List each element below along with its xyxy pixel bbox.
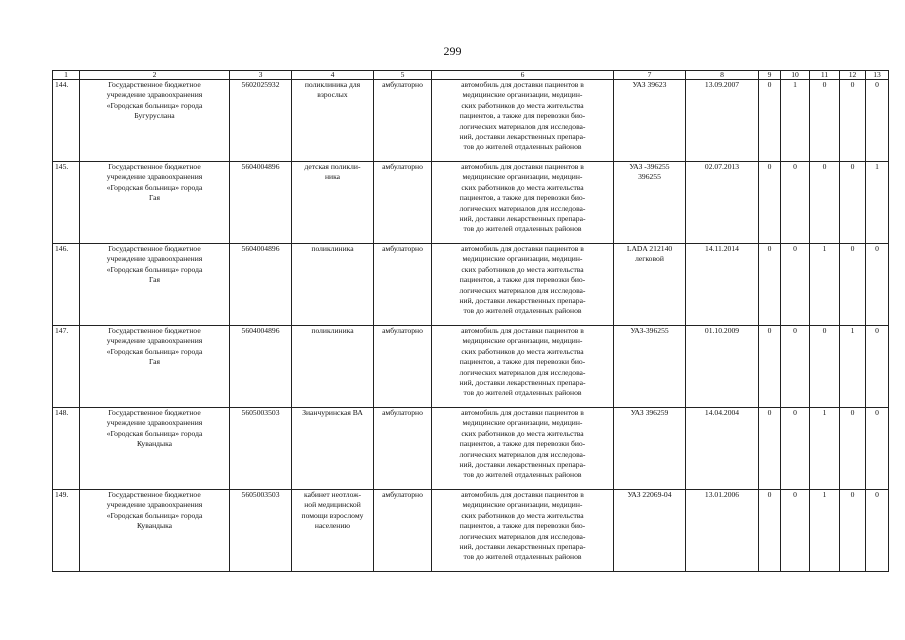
vehicle-purpose-line: ний, доставки лекарственных препара- [459,378,586,388]
count-col-11: 1 [810,244,840,326]
vehicle-purpose-line: автомобиль для доставки пациентов в [461,490,584,499]
organization-name [80,408,230,490]
row-number: 149. [53,490,80,572]
count-col-13: 0 [866,244,889,326]
column-number: 2 [80,71,230,80]
vehicle-purpose-line: ний, доставки лекарственных препара- [459,542,586,552]
count-col-10: 0 [781,244,810,326]
vehicle-purpose-line: медицинские организации, медицин- [462,418,583,428]
column-number-row [53,71,889,80]
unit-name [292,408,374,490]
organization-name-line: «Городская больница» города [106,510,203,520]
unit-name-line: ной медицинской [304,500,361,510]
vehicle-purpose-line: тов до жителей отдаленных районов [463,306,582,316]
organization-name-line: «Городская больница» города [106,100,203,110]
unit-name-line: поликлиника для [304,80,361,89]
count-col-13: 0 [866,408,889,490]
organization-name-line: Бугуруслана [134,111,175,121]
row-number: 147. [53,326,80,408]
count-col-13: 0 [866,490,889,572]
table-row [53,244,889,326]
organization-name-line: Кувандыка [136,521,173,531]
organization-name-line: учреждение здравоохранения [106,500,203,510]
vehicle-model [614,244,686,326]
organization-name-line: Гая [148,275,161,285]
column-number: 3 [230,71,292,80]
row-number: 145. [53,162,80,244]
count-col-9: 0 [759,490,781,572]
count-col-12: 0 [840,490,866,572]
register-table [52,70,889,572]
vehicle-model-line: легковой [635,254,664,264]
vehicle-purpose-line: автомобиль для доставки пациентов в [461,326,584,335]
unit-name-line: взрослых [317,90,348,100]
table-row [53,80,889,162]
registration-date: 01.10.2009 [686,326,759,408]
count-col-11: 0 [810,80,840,162]
unit-name-line: Зианчуринская ВА [302,408,363,417]
vehicle-model-line: УАЗ 396259 [630,408,669,417]
vehicle-model-line: УАЗ 22069-04 [627,490,672,499]
vehicle-purpose-line: медицинские организации, медицин- [462,90,583,100]
organization-name-line: учреждение здравоохранения [106,90,203,100]
registration-date: 14.04.2004 [686,408,759,490]
vehicle-purpose-line: автомобиль для доставки пациентов в [461,162,584,171]
vehicle-purpose-line: логических материалов для исследова- [459,449,586,459]
table-row [53,326,889,408]
vehicle-model [614,80,686,162]
count-col-13: 0 [866,80,889,162]
column-number: 13 [866,71,889,80]
count-col-12: 0 [840,244,866,326]
vehicle-purpose-line: автомобиль для доставки пациентов в [461,80,584,89]
count-col-9: 0 [759,162,781,244]
vehicle-purpose-line: пациентов, а также для перевозки био- [459,521,586,531]
count-col-9: 0 [759,244,781,326]
vehicle-model [614,408,686,490]
count-col-12: 0 [840,408,866,490]
column-number: 6 [432,71,614,80]
organization-name-line: учреждение здравоохранения [106,418,203,428]
vehicle-purpose-line: логических материалов для исследова- [459,121,586,131]
vehicle-purpose-line: медицинские организации, медицин- [462,500,583,510]
vehicle-purpose-line: тов до жителей отдаленных районов [463,142,582,152]
table-row [53,408,889,490]
vehicle-purpose-line: логических материалов для исследова- [459,203,586,213]
unit-name [292,162,374,244]
vehicle-purpose-line: медицинские организации, медицин- [462,254,583,264]
unit-name-line: поликлиника [311,326,354,335]
vehicle-purpose-line: тов до жителей отдаленных районов [463,388,582,398]
vehicle-purpose-line: ний, доставки лекарственных препара- [459,214,586,224]
registration-date: 13.01.2006 [686,490,759,572]
organization-name [80,490,230,572]
organization-name-line: Государственное бюджетное [108,244,201,253]
vehicle-model-line: УАЗ 39623 [632,80,667,89]
registration-date: 14.11.2014 [686,244,759,326]
column-number: 7 [614,71,686,80]
vehicle-model-line: УАЗ-396255 [630,326,669,335]
vehicle-purpose-line: ских работников до места жительства [461,510,584,520]
unit-name [292,326,374,408]
unit-name [292,490,374,572]
vehicle-purpose-line: ний, доставки лекарственных препара- [459,296,586,306]
vehicle-purpose-line: логических материалов для исследова- [459,531,586,541]
vehicle-purpose-line: тов до жителей отдаленных районов [463,552,582,562]
column-number: 12 [840,71,866,80]
organization-name-line: Государственное бюджетное [108,326,201,335]
organization-name-line: учреждение здравоохранения [106,172,203,182]
count-col-9: 0 [759,80,781,162]
count-col-12: 1 [840,326,866,408]
vehicle-purpose [432,326,614,408]
vehicle-purpose [432,80,614,162]
vehicle-purpose-line: ний, доставки лекарственных препара- [459,460,586,470]
count-col-12: 0 [840,80,866,162]
vehicle-model-line: УАЗ -396255 [629,162,670,171]
vehicle-purpose-line: тов до жителей отдаленных районов [463,470,582,480]
count-col-12: 0 [840,162,866,244]
count-col-9: 0 [759,326,781,408]
organization-name-line: «Городская больница» города [106,428,203,438]
vehicle-purpose-line: ских работников до места жительства [461,264,584,274]
inn-code: 5605003503 [230,408,292,490]
row-number: 144. [53,80,80,162]
care-type: амбулаторно [374,408,432,490]
vehicle-purpose [432,244,614,326]
organization-name-line: учреждение здравоохранения [106,336,203,346]
unit-name [292,80,374,162]
inn-code: 5604004896 [230,244,292,326]
vehicle-purpose-line: ний, доставки лекарственных препара- [459,132,586,142]
vehicle-purpose-line: автомобиль для доставки пациентов в [461,408,584,417]
organization-name-line: Государственное бюджетное [108,162,201,171]
vehicle-purpose-line: пациентов, а также для перевозки био- [459,357,586,367]
vehicle-purpose-line: пациентов, а также для перевозки био- [459,275,586,285]
vehicle-purpose-line: ских работников до места жительства [461,100,584,110]
column-number: 8 [686,71,759,80]
vehicle-purpose-line: тов до жителей отдаленных районов [463,224,582,234]
count-col-11: 0 [810,326,840,408]
care-type: амбулаторно [374,326,432,408]
vehicle-purpose-line: автомобиль для доставки пациентов в [461,244,584,253]
organization-name-line: учреждение здравоохранения [106,254,203,264]
vehicle-model [614,490,686,572]
vehicle-purpose-line: ских работников до места жительства [461,182,584,192]
unit-name-line: кабинет неотлож- [304,490,361,499]
organization-name-line: Государственное бюджетное [108,408,201,417]
unit-name-line: помощи взрослому [301,510,364,520]
organization-name [80,244,230,326]
vehicle-purpose [432,162,614,244]
row-number: 146. [53,244,80,326]
vehicle-purpose-line: ских работников до места жительства [461,346,584,356]
table-row [53,490,889,572]
vehicle-model-line: LADA 212140 [626,244,673,253]
organization-name-line: Государственное бюджетное [108,80,201,89]
count-col-11: 1 [810,490,840,572]
organization-name-line: Гая [148,193,161,203]
care-type: амбулаторно [374,490,432,572]
column-number: 11 [810,71,840,80]
count-col-10: 1 [781,80,810,162]
vehicle-purpose [432,408,614,490]
organization-name-line: «Городская больница» города [106,264,203,274]
unit-name [292,244,374,326]
unit-name-line: населению [314,521,351,531]
organization-name [80,80,230,162]
count-col-13: 0 [866,326,889,408]
unit-name-line: поликлиника [311,244,354,253]
unit-name-line: детская поликли- [304,162,361,171]
organization-name [80,162,230,244]
care-type: амбулаторно [374,162,432,244]
vehicle-purpose-line: логических материалов для исследова- [459,285,586,295]
organization-name-line: Кувандыка [136,439,173,449]
organization-name [80,326,230,408]
page-number: 299 [443,44,462,58]
organization-name-line: Государственное бюджетное [108,490,201,499]
care-type: амбулаторно [374,244,432,326]
unit-name-line: ника [324,172,341,182]
column-number: 9 [759,71,781,80]
registration-date: 02.07.2013 [686,162,759,244]
vehicle-purpose [432,490,614,572]
vehicle-purpose-line: пациентов, а также для перевозки био- [459,193,586,203]
inn-code: 5602025932 [230,80,292,162]
count-col-11: 0 [810,162,840,244]
table-row [53,162,889,244]
organization-name-line: «Городская больница» города [106,346,203,356]
inn-code: 5604004896 [230,162,292,244]
column-number: 10 [781,71,810,80]
count-col-10: 0 [781,162,810,244]
column-number: 1 [53,71,80,80]
count-col-9: 0 [759,408,781,490]
row-number: 148. [53,408,80,490]
inn-code: 5605003503 [230,490,292,572]
care-type: амбулаторно [374,80,432,162]
count-col-10: 0 [781,490,810,572]
column-number: 4 [292,71,374,80]
vehicle-purpose-line: пациентов, а также для перевозки био- [459,111,586,121]
organization-name-line: «Городская больница» города [106,182,203,192]
count-col-11: 1 [810,408,840,490]
inn-code: 5604004896 [230,326,292,408]
column-number: 5 [374,71,432,80]
vehicle-purpose-line: пациентов, а также для перевозки био- [459,439,586,449]
vehicle-model [614,326,686,408]
vehicle-purpose-line: медицинские организации, медицин- [462,172,583,182]
vehicle-purpose-line: логических материалов для исследова- [459,367,586,377]
vehicle-purpose-line: ских работников до места жительства [461,428,584,438]
count-col-10: 0 [781,326,810,408]
count-col-10: 0 [781,408,810,490]
registration-date: 13.09.2007 [686,80,759,162]
vehicle-model-line: 396255 [638,172,661,182]
count-col-13: 1 [866,162,889,244]
organization-name-line: Гая [148,357,161,367]
vehicle-model [614,162,686,244]
vehicle-purpose-line: медицинские организации, медицин- [462,336,583,346]
